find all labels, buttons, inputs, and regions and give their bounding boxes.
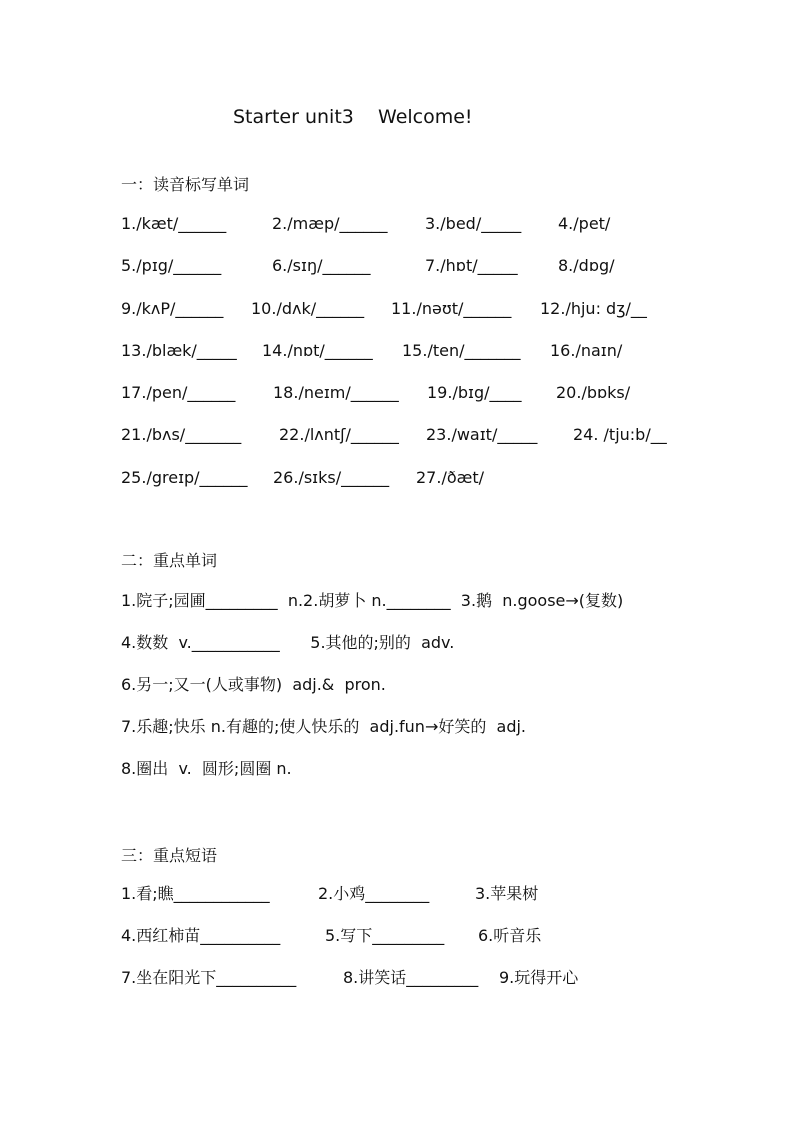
phonetic-item: 20./bɒks/ (556, 383, 631, 402)
phonetic-item: 2./mæp/______ (272, 214, 388, 233)
phonetic-item: 15./ten/_______ (402, 341, 521, 360)
phrase-item: 9.玩得开心 (499, 968, 579, 987)
section2-heading: 二：重点单词 (121, 551, 218, 570)
phonetic-item: 9./kʌP/______ (121, 299, 224, 318)
word-item: 6.另一;又一(人或事物) adj.& pron. (121, 675, 386, 694)
phonetic-item: 17./pen/______ (121, 383, 236, 402)
phonetic-item: 25./greɪp/______ (121, 468, 248, 487)
phonetic-item: 10./dʌk/______ (251, 299, 365, 318)
section3-heading: 三：重点短语 (121, 846, 218, 865)
word-item: 8.圈出 v. 圆形;圆圈 n. (121, 759, 292, 778)
phonetic-item: 24. /tju:b/__ (573, 425, 667, 444)
phonetic-item: 18./neɪm/______ (273, 383, 399, 402)
phonetic-item: 21./bʌs/_______ (121, 425, 242, 444)
phonetic-item: 7./hɒt/_____ (425, 256, 518, 275)
phonetic-item: 5./pɪg/______ (121, 256, 222, 275)
phonetic-item: 3./bed/_____ (425, 214, 522, 233)
phonetic-item: 19./bɪg/____ (427, 383, 522, 402)
phonetic-item: 11./nəʊt/______ (391, 299, 512, 318)
phrase-item: 8.讲笑话_________ (343, 968, 479, 987)
phonetic-item: 26./sɪks/______ (273, 468, 390, 487)
phrase-item: 2.小鸡________ (318, 884, 430, 903)
phrase-item: 1.看;瞧____________ (121, 884, 270, 903)
phonetic-item: 14./nɒt/______ (262, 341, 373, 360)
phonetic-item: 16./naɪn/ (550, 341, 623, 360)
phonetic-item: 1./kæt/______ (121, 214, 227, 233)
phonetic-item: 13./blæk/_____ (121, 341, 237, 360)
word-item: 1.院子;园圃_________ n.2.胡萝卜 n.________ 3.鹅 n.goose→(复数) (121, 591, 624, 610)
phrase-item: 3.苹果树 (475, 884, 539, 903)
phonetic-item: 8./dɒg/ (558, 256, 615, 275)
phonetic-item: 4./pet/ (558, 214, 611, 233)
phrase-item: 4.西红柿苗__________ (121, 926, 281, 945)
phrase-item: 5.写下_________ (325, 926, 445, 945)
phonetic-item: 23./waɪt/_____ (426, 425, 538, 444)
word-item: 4.数数 v.___________ 5.其他的;别的 adv. (121, 633, 455, 652)
phonetic-item: 22./lʌntʃ/______ (279, 425, 399, 444)
page-title: Starter unit3 Welcome! (233, 106, 473, 128)
phrase-item: 7.坐在阳光下__________ (121, 968, 297, 987)
phonetic-item: 12./hju: dʒ/__ (540, 299, 647, 318)
phonetic-item: 27./ðæt/ (416, 468, 484, 487)
phonetic-item: 6./sɪŋ/______ (272, 256, 371, 275)
phrase-item: 6.听音乐 (478, 926, 542, 945)
section1-heading: 一：读音标写单词 (121, 175, 250, 194)
word-item: 7.乐趣;快乐 n.有趣的;使人快乐的 adj.fun→好笑的 adj. (121, 717, 527, 736)
